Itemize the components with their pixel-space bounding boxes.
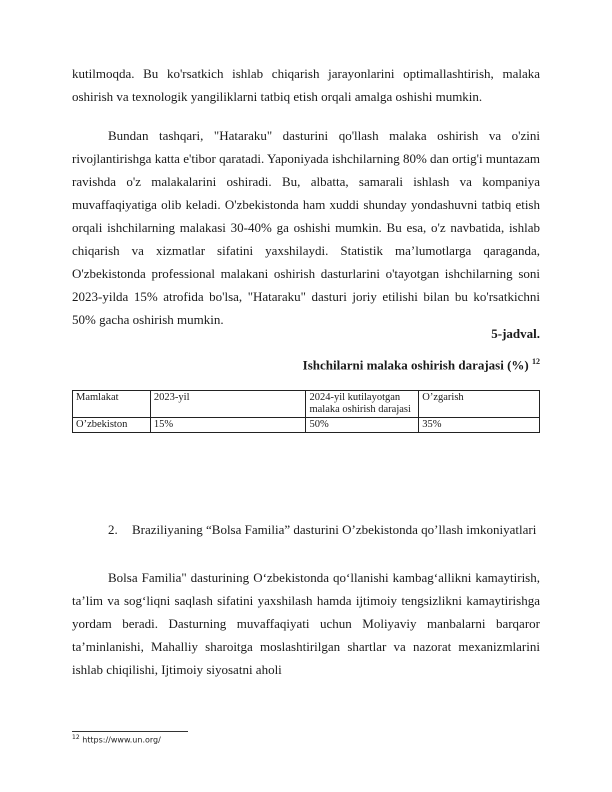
- table-row: [73, 418, 540, 433]
- footnote-number: 12: [72, 734, 80, 741]
- cell-2023: 15%: [150, 418, 306, 433]
- footnote-divider: [72, 731, 188, 732]
- skills-table: [72, 390, 540, 433]
- table-footnote-ref: 12: [532, 357, 540, 366]
- table-header-row: [73, 391, 540, 418]
- list-number: 2.: [108, 522, 118, 537]
- cell-country: O’zbekiston: [73, 418, 151, 433]
- footnote-link[interactable]: https://www.un.org/: [82, 735, 161, 745]
- footnote: [72, 734, 161, 745]
- paragraph-bolsa-familia: Bolsa Familia" dasturining O‘zbekistonda qo‘llanishi kambag‘allikni kamaytirish, ta’lim va sog‘liqni saqlash sifatini yaxshilash hamda ijtimoiy tengsizlikni kamaytirishga yordam beradi. Dasturning muvaffaqiyati uchun Moliyaviy manbalarni barqaror ta’minlanishi, Mahalliy sharoitga moslashtirilgan shartlar va nazorat mexanizmlarini ishlab chiqilishi, Ijtimoiy siyosatni aholi: [72, 570, 540, 677]
- cell-change: 35%: [419, 418, 540, 433]
- header-2024-expected: 2024-yil kutilayotgan malaka oshirish darajasi: [306, 391, 419, 418]
- list-heading: Braziliyaning “Bolsa Familia” dasturini O’zbekistonda qo’llash imkoniyatlari: [132, 522, 537, 537]
- header-country: Mamlakat: [73, 391, 151, 418]
- table-title-text: Ishchilarni malaka oshirish darajasi (%): [302, 357, 529, 373]
- paragraph-intro: kutilmoqda. Bu ko'rsatkich ishlab chiqarish jarayonlarini optimallashtirish, malaka oshirish va texnologik yangiliklarni tatbiq etish orqali amalga oshishi mumkin.: [72, 66, 540, 104]
- paragraph-hataraku: Bundan tashqari, "Hataraku" dasturini qo'llash malaka oshirish va o'zini rivojlantirishga katta e'tibor qaratadi. Yaponiyada ishchilarning 80% dan ortig'i muntazam ravishda o'z malakalarini oshiradi. Bu, albatta, samarali ishlash va kompaniya muvaffaqiyatiga olib keladi. O'zbekistonda ham xuddi shunday yondashuvni tatbiq etish orqali ishchilarning malakasi 30-40% ga oshishi mumkin. Bu esa, o'z navbatida, ishlab chiqarish va xizmatlar sifatini yaxshilaydi. Statistik ma’lumotlarga qaraganda, O'zbekistonda professional malakani oshirish dasturlarini o'tayotgan ishchilarning soni 2023-yilda 15% atrofida bo'lsa, "Hataraku" dasturi joriy etilishi bilan bu ko'rsatkichni 50% gacha oshirish mumkin.: [72, 128, 540, 327]
- table-number: 5-jadval.: [491, 326, 540, 341]
- header-change: O’zgarish: [419, 391, 540, 418]
- list-item-section-2: [108, 518, 540, 541]
- cell-2024: 50%: [306, 418, 419, 433]
- table-title: [303, 357, 540, 373]
- header-2023: 2023-yil: [150, 391, 306, 418]
